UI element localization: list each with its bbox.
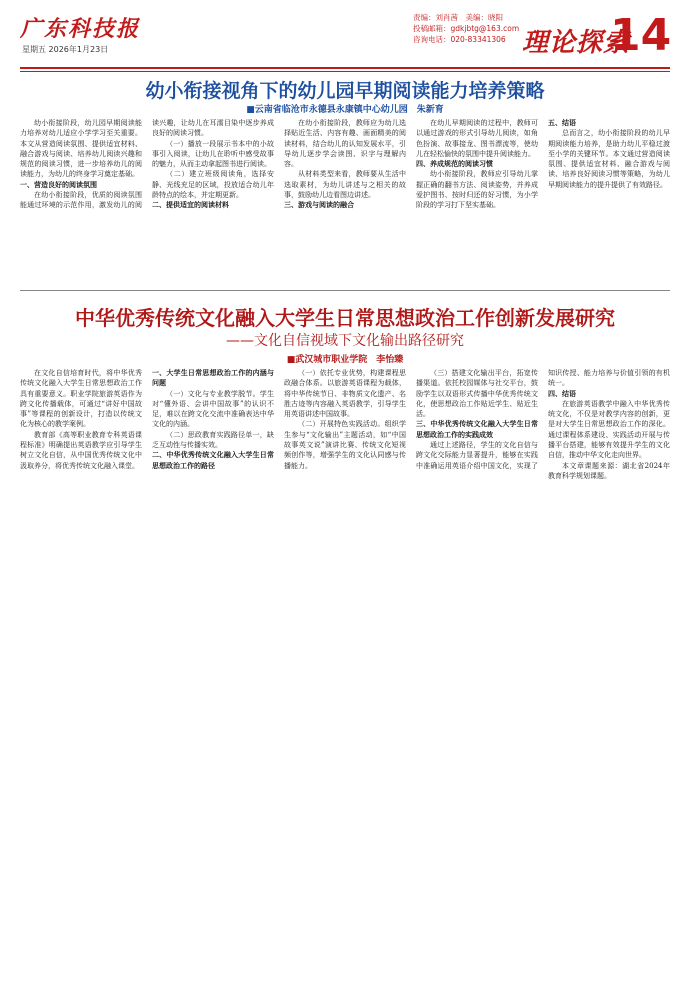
header-rule <box>20 67 670 69</box>
section-heading: 四、结语 <box>548 388 576 398</box>
paragraph: （一）播放一段展示书本中的小故事引入阅读，让幼儿在聆听中感受故事的魅力，从而主动拿起图书进行阅读。 <box>152 139 274 169</box>
paragraph: 在旅游英语教学中融入中华优秀传统文化，不仅是对教学内容的创新，更是对大学生日常思想政治工作的深化。通过课程体系建设、实践活动开展与传播平台搭建，能够有效提升学生的文化自信，推动中华文化走向世界。 <box>548 399 670 460</box>
section-heading: 三、中华优秀传统文化融入大学生日常思想政治工作的实践成效 <box>416 419 538 439</box>
article1-body <box>20 118 670 282</box>
section-heading: 四、养成规范的阅读习惯 <box>416 159 493 169</box>
section-heading: 五、结语 <box>548 118 576 127</box>
header-rule-thin <box>20 71 670 72</box>
section-heading: 一、大学生日常思想政治工作的内涵与问题 <box>152 368 274 388</box>
editorial-credits <box>413 12 519 45</box>
paragraph: 在幼小衔接阶段，教师应为幼儿选择贴近生活、内容有趣、画面精美的阅读材料，结合幼儿的认知发展水平，引导幼儿逐步学会读图、识字与理解内容。 <box>284 119 406 169</box>
paragraph: 从材料类型来看，教师要从生活中选取素材，为幼儿讲述与之相关的故事，鼓励幼儿边看图边讲述。 <box>284 170 406 200</box>
paragraph: 在文化自信培育时代，将中华优秀传统文化融入大学生日常思想政治工作具有重要意义。职业学院旅游英语作为跨文化传播载体，可通过“讲好中国故事”等课程的创新设计，打造以传统文化为核心的教学案例。 <box>20 369 142 429</box>
paragraph: （二）思政教育实践路径单一，缺乏互动性与传播实效。 <box>152 430 274 450</box>
page-number: 14 <box>610 10 672 61</box>
paragraph: 本文章课题来源：湖北省2024年教育科学规划课题。 <box>548 461 670 480</box>
paragraph: 在幼儿早期阅读的过程中，教师可以通过游戏的形式引导幼儿阅读，如角色扮演、故事接龙、图书漂流等，使幼儿在轻松愉快的氛围中提升阅读能力。 <box>416 119 538 158</box>
article2-title: 中华优秀传统文化融入大学生日常思想政治工作创新发展研究 <box>75 306 615 330</box>
article2-author-text: 武汉城市职业学院 李怡臻 <box>295 355 404 365</box>
paragraph: 幼小衔接阶段，幼儿园早期阅读能力培养对幼儿适应小学学习至关重要。本文从营造阅读氛围、提供适宜材料、融合游戏与阅读、培养幼儿阅读兴趣和规范的阅读习惯，进一步培养幼儿的阅读能力，为幼儿的终身学习奠定基础。 <box>20 119 142 179</box>
masthead <box>20 8 670 66</box>
submission-email: 投稿邮箱：gdkjbtg@163.com <box>413 24 520 33</box>
article1-author <box>20 102 670 115</box>
paragraph: 幼小衔接阶段，教师应引导幼儿掌握正确的翻书方法、阅读姿势，并养成爱护图书、按时归还的好习惯，为小学阶段的学习打下坚实基础。 <box>416 170 538 210</box>
article2-author <box>20 352 670 365</box>
article2-body <box>20 368 670 1000</box>
paragraph: （二）开展特色实践活动。组织学生参与“文化输出”主题活动，如“中国故事英文说”演讲比赛、传统文化短视频创作等，增强学生的文化认同感与传播能力。 <box>284 420 406 470</box>
section-title: 理论探索 <box>522 28 631 58</box>
square-bullet-icon: ■ <box>246 105 255 115</box>
section-heading: 一、营造良好的阅读氛围 <box>20 179 97 189</box>
issue-date: 星期五 2026年1月23日 <box>22 45 109 54</box>
section-heading: 二、提供适宜的阅读材料 <box>152 200 229 210</box>
article1-author-text: 云南省临沧市永德县永康镇中心幼儿园 朱新育 <box>254 105 444 115</box>
square-bullet-icon: ■ <box>286 355 296 365</box>
paragraph: （三）搭建文化输出平台，拓宽传播渠道。依托校园媒体与社交平台，鼓励学生以双语形式传播中华优秀传统文化，使思想政治工作贴近学生、贴近生活。 <box>416 369 538 419</box>
article-divider <box>20 290 670 291</box>
contact-phone: 咨询电话：020-83341306 <box>413 35 506 44</box>
paragraph: （二）建立班级阅读角，选择安静、光线充足的区域，投放适合幼儿年龄特点的绘本，并定期更新。 <box>152 170 274 200</box>
section-heading: 二、中华优秀传统文化融入大学生日常思想政治工作的路径 <box>152 450 274 470</box>
paragraph: 通过上述路径，学生的文化自信与跨文化交际能力显著提升，能够在实践中准确运用英语介绍中国文化，实现了知识传授、能力培养与价值引领的有机统一。 <box>416 369 670 470</box>
paragraph: 教育部《高等职业教育专科英语课程标准》明确提出英语教学应引导学生树立文化自信，从中国优秀传统文化中汲取养分，将优秀传统文化融入课堂。 <box>20 430 142 470</box>
paragraph: 总而言之，幼小衔接阶段的幼儿早期阅读能力培养，是助力幼儿平稳过渡至小学的关键环节。本文通过营造阅读氛围、提供适宜材料、融合游戏与阅读、培养良好阅读习惯等策略，为幼儿早期阅读能力的提升提供了有效路径。 <box>548 129 670 189</box>
paragraph: 在幼小衔接阶段，优质的阅读氛围能通过环境的示范作用，激发幼儿的阅读兴趣，让幼儿在耳濡目染中逐步养成良好的阅读习惯。 <box>20 119 274 210</box>
newspaper-logo: 广东科技报 <box>20 16 141 42</box>
paragraph: （一）依托专业优势，构建课程思政融合体系。以旅游英语课程为载体，将中华传统节日、非物质文化遗产、名胜古迹等内容融入英语教学，引导学生用英语讲述中国故事。 <box>284 369 406 419</box>
article2-subtitle: ——文化自信视域下文化输出路径研究 <box>226 333 464 349</box>
editor-credit: 责编：刘肖茜 美编：晓阳 <box>413 13 503 22</box>
section-heading: 三、游戏与阅读的融合 <box>284 200 354 210</box>
article1-title: 幼小衔接视角下的幼儿园早期阅读能力培养策略 <box>145 80 545 102</box>
paragraph: （一）文化与专业教学脱节。学生对“懂外语、会讲中国故事”的认识不足，难以在跨文化交流中准确表达中华文化的内涵。 <box>152 389 274 429</box>
